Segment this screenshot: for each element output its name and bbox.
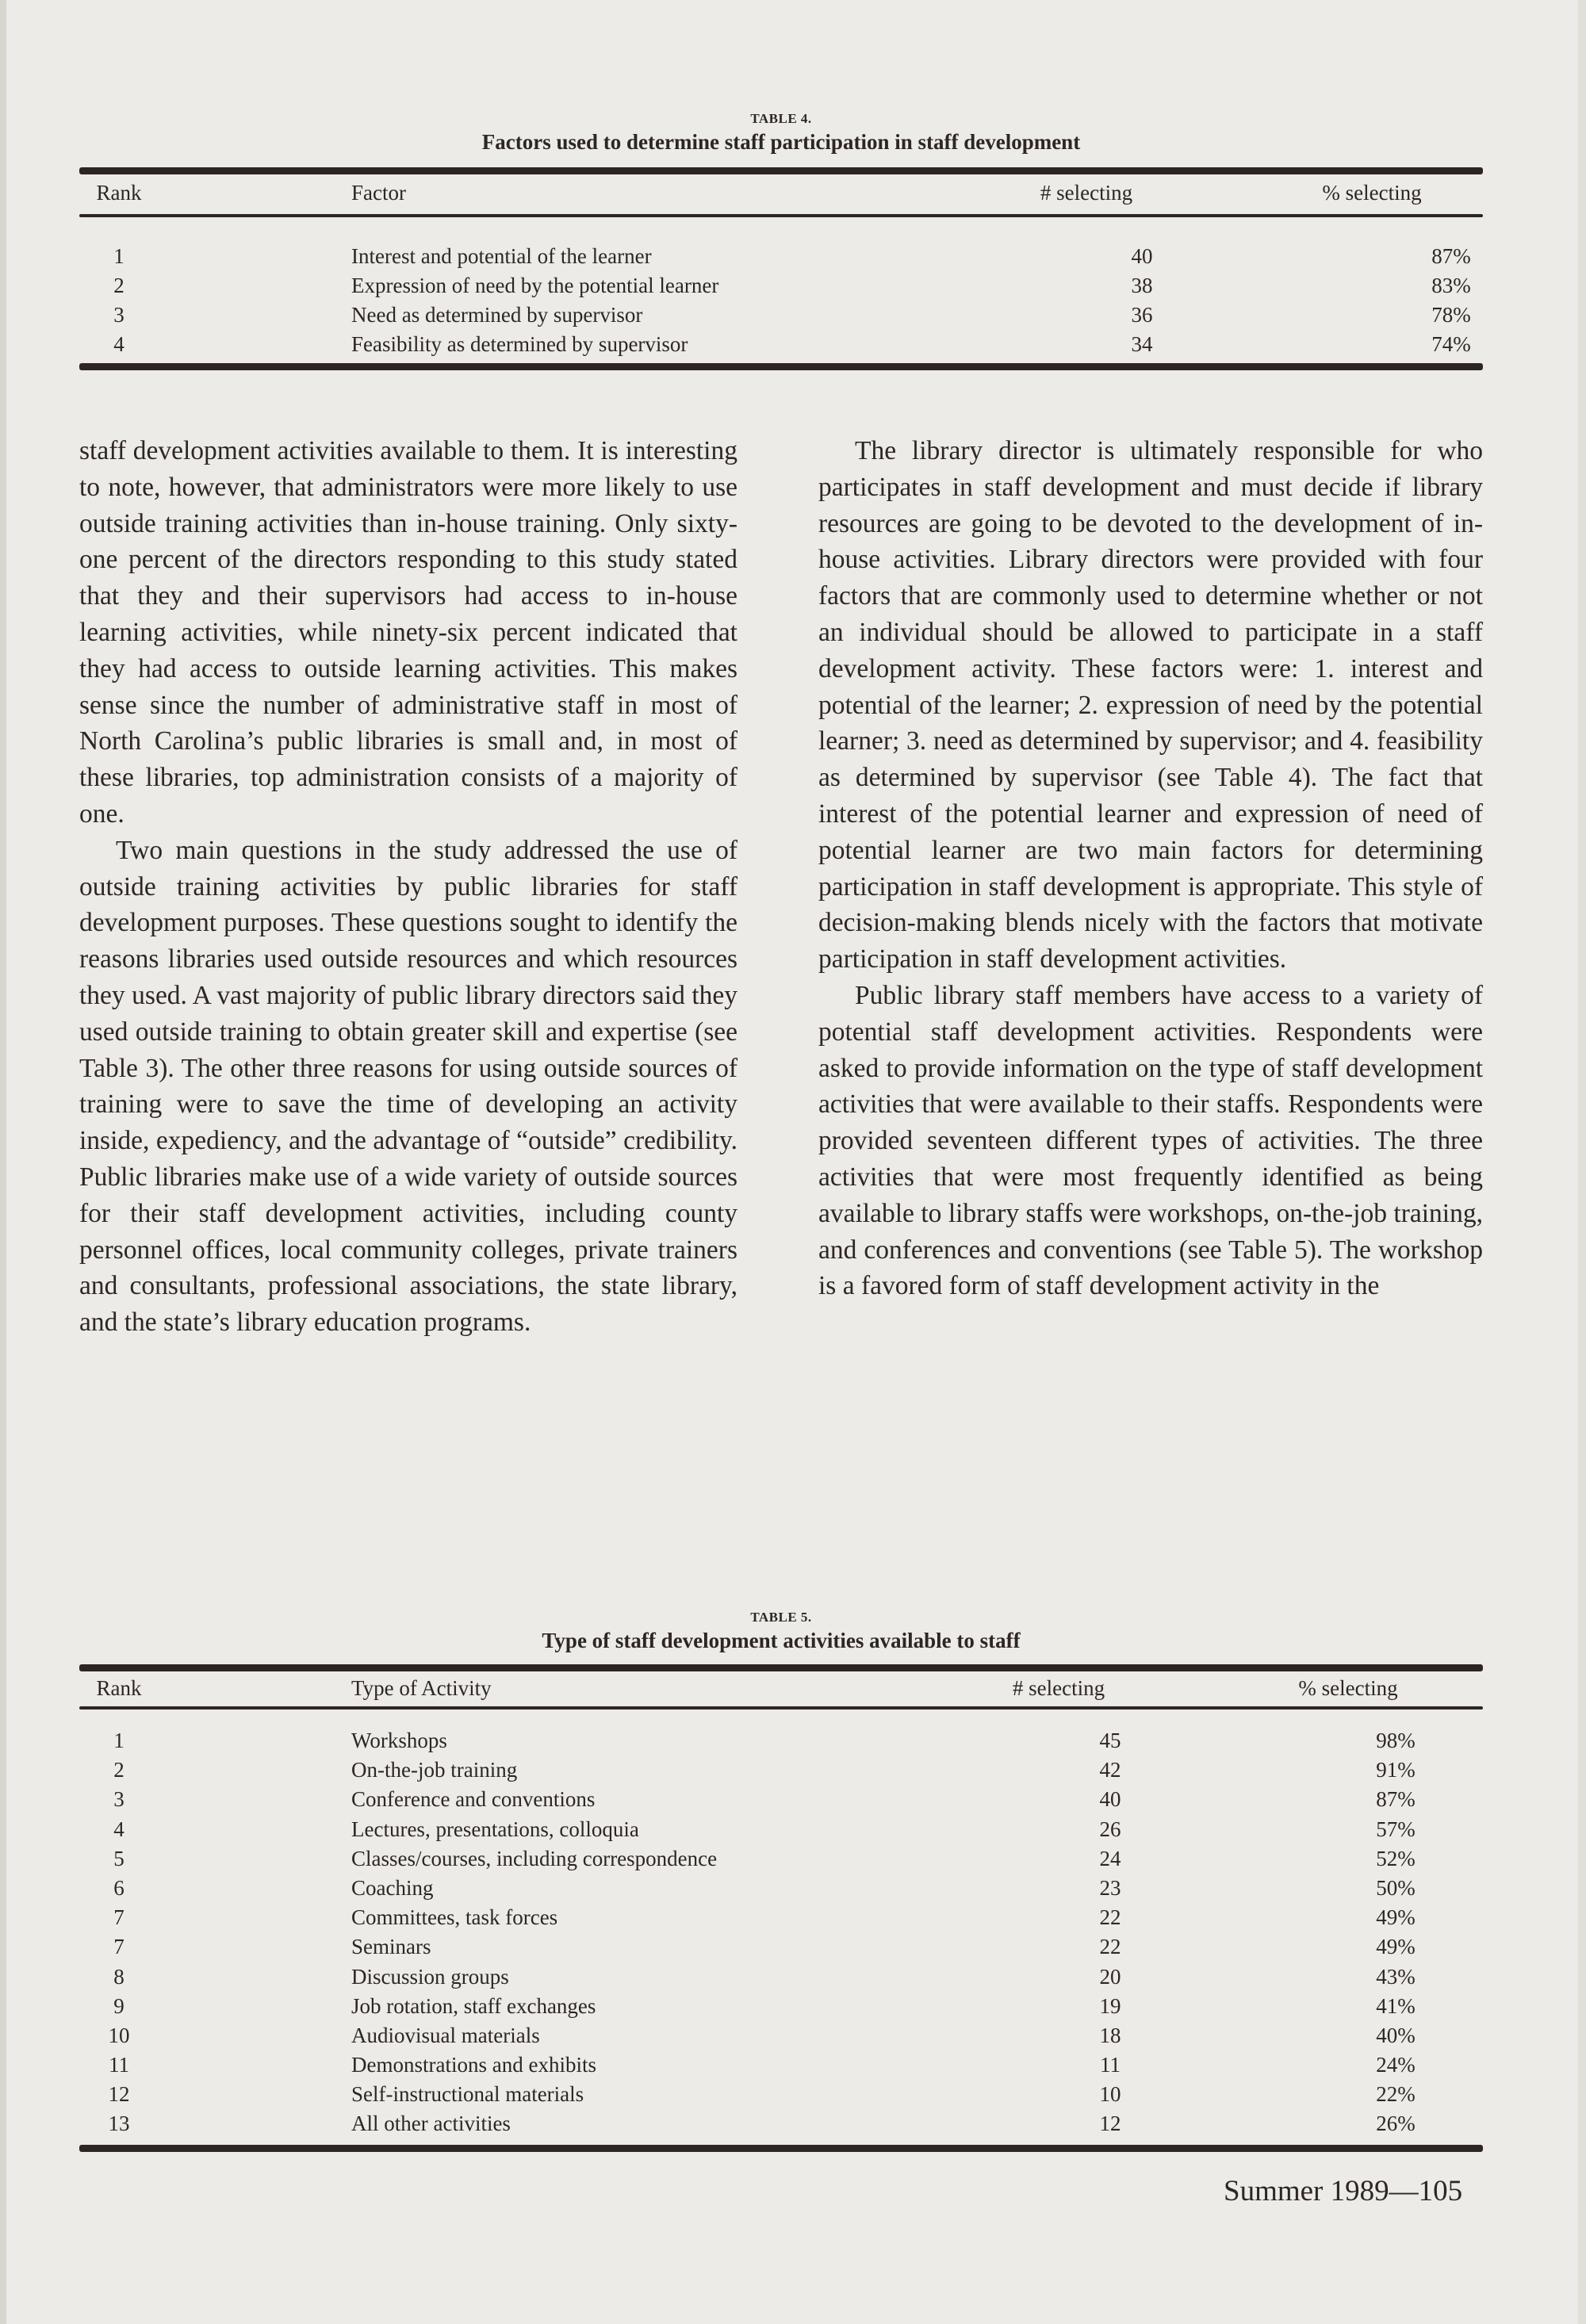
header-pct-selecting: % selecting	[1298, 1676, 1398, 1700]
num-selecting-cell: 42	[1099, 1758, 1121, 1782]
num-selecting-cell: 45	[1099, 1729, 1121, 1752]
rank-cell: 12	[108, 2082, 130, 2107]
header-num-selecting: # selecting	[1012, 1676, 1105, 1700]
pct-selecting-cell: 87%	[1376, 1787, 1416, 1812]
rank-cell: 4	[113, 1817, 125, 1841]
paragraph: Two main questions in the study addressed the use of outside training activities by public libraries for staff development purposes. These questions sought to identify the reasons libraries used outside resources and which resources they used. A vast majority of public library directors said they used outside training to obtain greater skill and expertise (see Table 3). The other three reasons for using outside sources of training were to save the time of developing an activity inside, expediency, and the advantage of “outside” credibility. Public libraries make use of a wide variety of outside sources for their staff development activities, including county personnel offices, local community colleges, private trainers and consultants, professional associations, the state library, and the state’s library education programs.	[79, 835, 737, 1338]
factor-cell: Feasibility as determined by supervisor	[351, 332, 688, 356]
page-edge	[1578, 0, 1586, 2324]
page-edge	[0, 0, 6, 2324]
table-row	[79, 303, 1483, 332]
num-selecting-cell: 40	[1131, 244, 1153, 268]
table-4-title: Factors used to determine staff participation in staff development	[481, 130, 1081, 154]
rank-cell: 3	[113, 303, 125, 327]
rank-cell: 1	[113, 1729, 125, 1752]
factor-cell: Workshops	[351, 1729, 447, 1752]
table-row	[79, 1994, 1483, 2023]
factor-cell: All other activities	[351, 2112, 511, 2136]
table-row	[79, 2023, 1483, 2053]
table-5-title: Type of staff development activities available to staff	[542, 1629, 1021, 1652]
table-4-body	[79, 217, 1483, 362]
table-header-row	[79, 1671, 1483, 1706]
factor-cell: On-the-job training	[351, 1758, 518, 1782]
num-selecting-cell: 22	[1099, 1935, 1121, 1959]
factor-cell: Lectures, presentations, colloquia	[351, 1817, 639, 1841]
table-4-label: TABLE 4.	[750, 111, 812, 126]
rank-cell: 3	[113, 1787, 125, 1812]
table-row	[79, 2082, 1483, 2112]
rank-cell: 7	[113, 1905, 125, 1930]
table-row	[79, 1965, 1483, 1994]
pct-selecting-cell: 52%	[1376, 1846, 1416, 1870]
table-row	[79, 1905, 1483, 1935]
pct-selecting-cell: 43%	[1376, 1964, 1416, 1989]
table-row	[79, 1876, 1483, 1905]
table-row	[79, 332, 1483, 362]
factor-cell: Job rotation, staff exchanges	[351, 1993, 596, 2018]
page-footer: Summer 1989—105	[1224, 2175, 1463, 2207]
pct-selecting-cell: 22%	[1376, 2082, 1416, 2107]
num-selecting-cell: 40	[1099, 1787, 1121, 1812]
num-selecting-cell: 36	[1131, 303, 1153, 327]
table-row	[79, 244, 1483, 274]
factor-cell: Conference and conventions	[351, 1787, 596, 1812]
factor-cell: Discussion groups	[351, 1964, 509, 1989]
num-selecting-cell: 11	[1100, 2053, 1121, 2077]
pct-selecting-cell: 26%	[1376, 2112, 1416, 2136]
num-selecting-cell: 10	[1099, 2082, 1121, 2107]
rank-cell: 7	[113, 1935, 125, 1959]
pct-selecting-cell: 78%	[1431, 303, 1471, 327]
factor-cell: Coaching	[351, 1875, 434, 1900]
table-row	[79, 1729, 1483, 1758]
pct-selecting-cell: 91%	[1376, 1758, 1416, 1782]
pct-selecting-cell: 57%	[1376, 1817, 1416, 1841]
factor-cell: Seminars	[351, 1935, 431, 1959]
num-selecting-cell: 26	[1099, 1817, 1121, 1841]
table-row	[79, 1787, 1483, 1817]
num-selecting-cell: 22	[1099, 1905, 1121, 1930]
num-selecting-cell: 20	[1099, 1964, 1121, 1989]
num-selecting-cell: 24	[1099, 1846, 1121, 1870]
header-num-selecting: # selecting	[1040, 181, 1133, 205]
num-selecting-cell: 38	[1131, 274, 1153, 297]
rank-cell: 2	[113, 1758, 125, 1782]
factor-cell: Self-instructional materials	[351, 2082, 584, 2107]
pct-selecting-cell: 50%	[1376, 1875, 1416, 1900]
num-selecting-cell: 34	[1131, 332, 1153, 356]
pct-selecting-cell: 40%	[1376, 2023, 1416, 2047]
table-header-row	[79, 174, 1483, 214]
table-top-rule	[79, 167, 1483, 174]
header-factor: Factor	[351, 181, 406, 205]
rank-cell: 9	[113, 1993, 125, 2018]
table-top-rule	[79, 1664, 1483, 1671]
factor-cell: Demonstrations and exhibits	[351, 2053, 596, 2077]
header-rank: Rank	[96, 1676, 142, 1700]
paragraph: Public library staff members have access to a variety of potential staff development activities. Respondents were asked to provide information on the type of staff development activities that were available to their staffs. Respondents were provided seventeen different types of activities. The three activities that were most frequently identified as being available to library staffs were workshops, on-the-job training, and conferences and conventions (see Table 5). The workshop is a favored form of staff development activity in the	[818, 980, 1483, 1301]
table-4	[79, 111, 1483, 370]
num-selecting-cell: 12	[1099, 2112, 1121, 2136]
factor-cell: Need as determined by supervisor	[351, 303, 643, 327]
table-row	[79, 2112, 1483, 2141]
num-selecting-cell: 23	[1099, 1875, 1121, 1900]
rank-cell: 5	[113, 1846, 125, 1870]
header-rank: Rank	[96, 181, 142, 205]
pct-selecting-cell: 98%	[1376, 1729, 1416, 1752]
body-column-left	[79, 433, 737, 1341]
table-5-body	[79, 1709, 1483, 2142]
factor-cell: Classes/courses, including correspondence	[351, 1846, 718, 1870]
table-5	[79, 1610, 1483, 2152]
table-row	[79, 2053, 1483, 2082]
rank-cell: 2	[113, 274, 125, 297]
rank-cell: 8	[113, 1964, 125, 1989]
rank-cell: 11	[109, 2053, 129, 2077]
table-row	[79, 1758, 1483, 1787]
factor-cell: Committees, task forces	[351, 1905, 558, 1930]
pct-selecting-cell: 49%	[1376, 1905, 1416, 1930]
table-bottom-rule	[79, 363, 1483, 370]
paragraph: The library director is ultimately responsible for who participates in staff development and must decide if library resources are going to be devoted to the development of in-house activities. Library directors were provided with four factors that are commonly used to determine whether or not an individual should be allowed to participate in a staff development activity. These factors were: 1. interest and potential of the learner; 2. expression of need by the potential learner; 3. need as determined by supervisor; and 4. feasibility as determined by supervisor (see Table 4). The fact that interest of the potential learner and expression of need of potential learner are two main factors for determining participation in staff development is appropriate. This style of decision-making blends nicely with the factors that motivate participation in staff development activities.	[818, 436, 1483, 974]
pct-selecting-cell: 74%	[1431, 332, 1471, 356]
factor-cell: Interest and potential of the learner	[351, 244, 652, 268]
rank-cell: 10	[108, 2023, 130, 2047]
table-5-label: TABLE 5.	[750, 1610, 812, 1625]
pct-selecting-cell: 49%	[1376, 1935, 1416, 1959]
num-selecting-cell: 18	[1099, 2023, 1121, 2047]
rank-cell: 6	[113, 1875, 125, 1900]
rank-cell: 1	[113, 244, 125, 268]
factor-cell: Audiovisual materials	[351, 2023, 540, 2047]
factor-cell: Expression of need by the potential learner	[351, 274, 719, 297]
table-row	[79, 274, 1483, 303]
pct-selecting-cell: 24%	[1376, 2053, 1416, 2077]
pct-selecting-cell: 83%	[1431, 274, 1471, 297]
pct-selecting-cell: 87%	[1431, 244, 1471, 268]
header-type-of-activity: Type of Activity	[351, 1676, 492, 1700]
header-pct-selecting: % selecting	[1322, 181, 1422, 205]
rank-cell: 13	[108, 2112, 130, 2136]
table-row	[79, 1817, 1483, 1847]
table-bottom-rule	[79, 2145, 1483, 2152]
body-column-right	[818, 433, 1483, 1304]
num-selecting-cell: 19	[1099, 1993, 1121, 2018]
pct-selecting-cell: 41%	[1376, 1993, 1416, 2018]
table-row	[79, 1935, 1483, 1964]
paragraph: staff development activities available to them. It is interesting to note, however, that administrators were more likely to use outside training activities than in-house training. Only sixty-one percent of the directors responding to this study stated that they and their supervisors had access to in-house learning activities, while ninety-six percent indicated that they had access to outside learning activities. This makes sense since the number of administrative staff in most of North Carolina’s public libraries is small and, in most of these libraries, top administration consists of a majority of one.	[79, 436, 737, 829]
table-row	[79, 1847, 1483, 1876]
rank-cell: 4	[113, 332, 125, 356]
